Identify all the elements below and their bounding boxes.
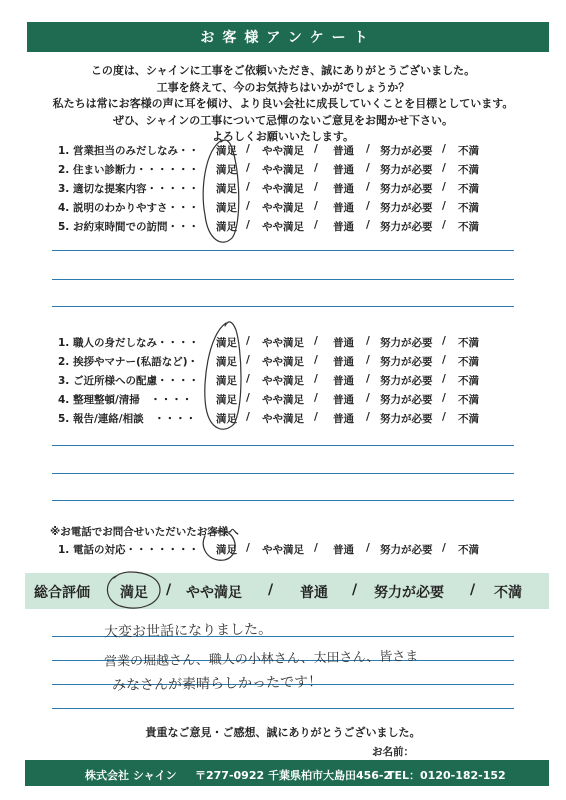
question-label: 1. 職人の身だしなみ・・・・ bbox=[58, 337, 199, 349]
separator: / bbox=[442, 354, 446, 366]
overall-option-somewhat-satisfied[interactable]: やや満足 bbox=[186, 585, 242, 601]
separator: / bbox=[442, 542, 446, 554]
option-needs-effort[interactable]: 努力が必要 bbox=[380, 413, 433, 425]
phone-section-heading: ※お電話でお問合せいただいたお客様へ bbox=[50, 526, 239, 538]
separator: / bbox=[314, 335, 318, 347]
separator: / bbox=[246, 143, 250, 155]
option-satisfied[interactable]: 満足 bbox=[216, 183, 237, 195]
option-satisfied[interactable]: 満足 bbox=[216, 394, 237, 406]
option-neutral[interactable]: 普通 bbox=[333, 394, 354, 406]
option-satisfied[interactable]: 満足 bbox=[216, 356, 237, 368]
separator: / bbox=[442, 181, 446, 193]
separator: / bbox=[314, 373, 318, 385]
overall-option-satisfied[interactable]: 満足 bbox=[120, 585, 148, 601]
footer bbox=[25, 760, 549, 786]
option-somewhat-satisfied[interactable]: やや満足 bbox=[262, 337, 304, 349]
option-needs-effort[interactable]: 努力が必要 bbox=[380, 145, 433, 157]
option-satisfied[interactable]: 満足 bbox=[216, 375, 237, 387]
survey-title: お客様アンケート bbox=[27, 22, 549, 52]
separator: / bbox=[366, 411, 370, 423]
option-dissatisfied[interactable]: 不満 bbox=[458, 394, 479, 406]
option-satisfied[interactable]: 満足 bbox=[216, 544, 237, 556]
option-dissatisfied[interactable]: 不満 bbox=[458, 356, 479, 368]
handwritten-comment: 大変お世話になりました。 bbox=[103, 621, 273, 641]
question-label: 5. 報告/連絡/相談 ・・・・ bbox=[58, 413, 197, 425]
separator: / bbox=[366, 354, 370, 366]
overall-label: 総合評価 bbox=[34, 585, 90, 601]
separator: / bbox=[314, 354, 318, 366]
footer-tel: TEL：0120-182-152 bbox=[387, 769, 506, 782]
option-somewhat-satisfied[interactable]: やや満足 bbox=[262, 221, 304, 233]
question-label: 2. 挨拶やマナー(私語など)・ bbox=[58, 356, 199, 368]
separator: / bbox=[366, 219, 370, 231]
separator: / bbox=[246, 219, 250, 231]
question-label: 3. ご近所様への配慮・・・・ bbox=[58, 375, 199, 387]
option-somewhat-satisfied[interactable]: やや満足 bbox=[262, 202, 304, 214]
option-dissatisfied[interactable]: 不満 bbox=[458, 145, 479, 157]
separator: / bbox=[442, 143, 446, 155]
handwritten-comment: みなさんが素晴らしかったです！ bbox=[111, 674, 323, 694]
separator: / bbox=[246, 354, 250, 366]
option-dissatisfied[interactable]: 不満 bbox=[458, 413, 479, 425]
option-needs-effort[interactable]: 努力が必要 bbox=[380, 221, 433, 233]
separator: / bbox=[442, 219, 446, 231]
separator: / bbox=[246, 200, 250, 212]
option-somewhat-satisfied[interactable]: やや満足 bbox=[262, 413, 304, 425]
intro-line: この度は、シャインに工事をご依頼いただき、誠にありがとうございました。 bbox=[90, 64, 476, 77]
option-needs-effort[interactable]: 努力が必要 bbox=[380, 544, 433, 556]
separator: / bbox=[366, 181, 370, 193]
option-neutral[interactable]: 普通 bbox=[333, 375, 354, 387]
option-needs-effort[interactable]: 努力が必要 bbox=[380, 183, 433, 195]
option-satisfied[interactable]: 満足 bbox=[216, 337, 237, 349]
separator: / bbox=[442, 200, 446, 212]
separator: / bbox=[314, 181, 318, 193]
intro-line: 工事を終えて、今のお気持ちはいかがでしょうか？ bbox=[156, 80, 410, 94]
question-label: 1. 営業担当のみだしなみ・・ bbox=[58, 145, 199, 157]
separator: / bbox=[442, 411, 446, 423]
option-needs-effort[interactable]: 努力が必要 bbox=[380, 202, 433, 214]
option-dissatisfied[interactable]: 不満 bbox=[458, 337, 479, 349]
separator: / bbox=[246, 392, 250, 404]
overall-option-dissatisfied[interactable]: 不満 bbox=[494, 585, 522, 601]
separator: / bbox=[314, 162, 318, 174]
option-somewhat-satisfied[interactable]: やや満足 bbox=[262, 164, 304, 176]
option-somewhat-satisfied[interactable]: やや満足 bbox=[262, 544, 304, 556]
separator: / bbox=[366, 143, 370, 155]
question-label: 5. お約束時間での訪問・・・ bbox=[58, 221, 199, 233]
question-label: 2. 住まい診断力・・・・・・ bbox=[58, 164, 199, 176]
separator: / bbox=[246, 542, 250, 554]
option-somewhat-satisfied[interactable]: やや満足 bbox=[262, 375, 304, 387]
separator: / bbox=[314, 143, 318, 155]
separator: / bbox=[442, 373, 446, 385]
comment-line[interactable] bbox=[52, 279, 514, 280]
separator: / bbox=[366, 542, 370, 554]
option-neutral[interactable]: 普通 bbox=[333, 337, 354, 349]
thanks-message: 貴重なご意見・ご感想、誠にありがとうございました。 bbox=[145, 726, 421, 739]
option-dissatisfied[interactable]: 不満 bbox=[458, 544, 479, 556]
intro-line: ぜひ、シャインの工事について忌憚のないご意見をお聞かせ下さい。 bbox=[112, 113, 454, 127]
option-dissatisfied[interactable]: 不満 bbox=[458, 221, 479, 233]
option-neutral[interactable]: 普通 bbox=[333, 183, 354, 195]
separator: / bbox=[246, 162, 250, 174]
separator: / bbox=[442, 335, 446, 347]
option-needs-effort[interactable]: 努力が必要 bbox=[380, 394, 433, 406]
separator: / bbox=[314, 219, 318, 231]
option-satisfied[interactable]: 満足 bbox=[216, 221, 237, 233]
option-satisfied[interactable]: 満足 bbox=[216, 145, 237, 157]
separator: / bbox=[470, 582, 476, 598]
comment-line[interactable] bbox=[52, 708, 514, 709]
option-somewhat-satisfied[interactable]: やや満足 bbox=[262, 183, 304, 195]
option-dissatisfied[interactable]: 不満 bbox=[458, 375, 479, 387]
footer-company: 株式会社 シャイン bbox=[85, 769, 177, 782]
option-somewhat-satisfied[interactable]: やや満足 bbox=[262, 356, 304, 368]
option-neutral[interactable]: 普通 bbox=[333, 413, 354, 425]
comment-line[interactable] bbox=[52, 500, 514, 501]
footer-address: 〒277-0922 千葉県柏市大島田456-2 bbox=[195, 769, 392, 782]
question-label: 4. 整理整頓/清掃 ・・・・ bbox=[58, 394, 193, 406]
separator: / bbox=[246, 335, 250, 347]
option-needs-effort[interactable]: 努力が必要 bbox=[380, 164, 433, 176]
separator: / bbox=[352, 582, 358, 598]
name-field[interactable] bbox=[416, 743, 536, 757]
separator: / bbox=[314, 411, 318, 423]
separator: / bbox=[246, 373, 250, 385]
intro-text bbox=[0, 63, 566, 146]
separator: / bbox=[366, 200, 370, 212]
separator: / bbox=[314, 542, 318, 554]
option-dissatisfied[interactable]: 不満 bbox=[458, 164, 479, 176]
option-needs-effort[interactable]: 努力が必要 bbox=[380, 356, 433, 368]
separator: / bbox=[314, 392, 318, 404]
separator: / bbox=[246, 411, 250, 423]
separator: / bbox=[366, 392, 370, 404]
separator: / bbox=[314, 200, 318, 212]
option-neutral[interactable]: 普通 bbox=[333, 145, 354, 157]
option-satisfied[interactable]: 満足 bbox=[216, 413, 237, 425]
question-label: 3. 適切な提案内容・・・・・ bbox=[58, 183, 199, 195]
question-label: 1. 電話の対応・・・・・・・ bbox=[58, 544, 199, 556]
option-neutral[interactable]: 普通 bbox=[333, 544, 354, 556]
option-somewhat-satisfied[interactable]: やや満足 bbox=[262, 394, 304, 406]
intro-line: よろしくお願いいたします。 bbox=[211, 130, 355, 144]
name-field-label: お名前： bbox=[372, 746, 414, 758]
comment-line[interactable] bbox=[52, 250, 514, 251]
option-satisfied[interactable]: 満足 bbox=[216, 164, 237, 176]
overall-option-neutral[interactable]: 普通 bbox=[300, 585, 328, 601]
option-neutral[interactable]: 普通 bbox=[333, 202, 354, 214]
comment-line[interactable] bbox=[52, 306, 514, 307]
separator: / bbox=[442, 392, 446, 404]
separator: / bbox=[268, 582, 274, 598]
option-needs-effort[interactable]: 努力が必要 bbox=[380, 375, 433, 387]
option-neutral[interactable]: 普通 bbox=[333, 221, 354, 233]
separator: / bbox=[166, 582, 172, 598]
separator: / bbox=[442, 162, 446, 174]
option-somewhat-satisfied[interactable]: やや満足 bbox=[262, 145, 304, 157]
separator: / bbox=[246, 181, 250, 193]
separator: / bbox=[366, 373, 370, 385]
comment-line[interactable] bbox=[52, 473, 514, 474]
option-neutral[interactable]: 普通 bbox=[333, 164, 354, 176]
option-dissatisfied[interactable]: 不満 bbox=[458, 183, 479, 195]
option-neutral[interactable]: 普通 bbox=[333, 356, 354, 368]
option-needs-effort[interactable]: 努力が必要 bbox=[380, 337, 433, 349]
overall-option-needs-effort[interactable]: 努力が必要 bbox=[374, 585, 444, 601]
handwritten-comment: 営業の堀越さん、職人の小林さん、太田さん、皆さま bbox=[103, 649, 419, 670]
comment-line[interactable] bbox=[52, 445, 514, 446]
separator: / bbox=[366, 335, 370, 347]
intro-line: 私たちは常にお客様の声に耳を傾け、より良い会社に成長していくことを目標としています。 bbox=[52, 97, 514, 111]
separator: / bbox=[366, 162, 370, 174]
option-dissatisfied[interactable]: 不満 bbox=[458, 202, 479, 214]
option-satisfied[interactable]: 満足 bbox=[216, 202, 237, 214]
question-label: 4. 説明のわかりやすさ・・・ bbox=[58, 202, 199, 214]
